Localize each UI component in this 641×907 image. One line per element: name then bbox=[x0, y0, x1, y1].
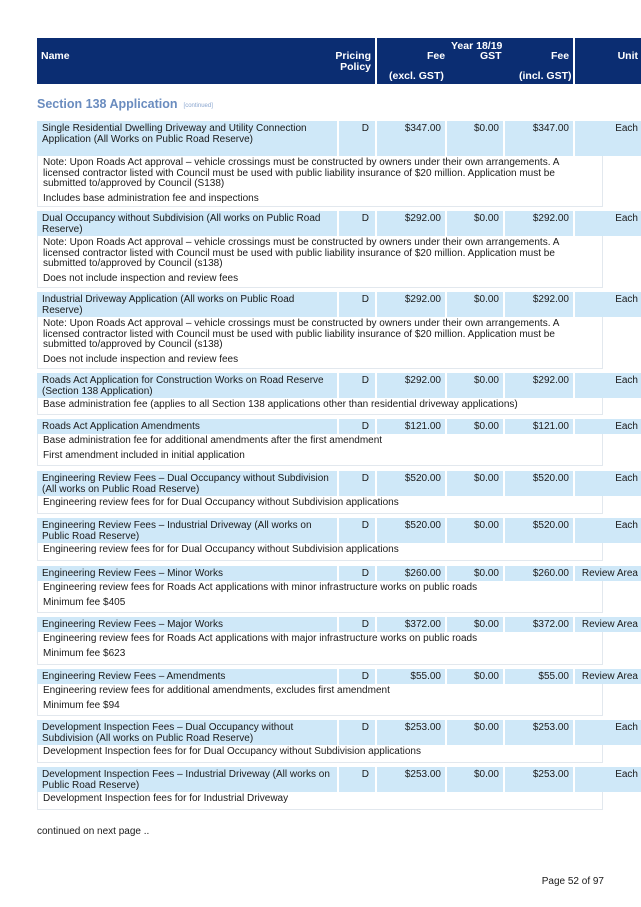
row-name: Engineering Review Fees – Amendments bbox=[42, 671, 226, 682]
row-fee-incl: $253.00 bbox=[532, 722, 569, 733]
row-fee: $253.00 bbox=[404, 769, 441, 780]
row-notes bbox=[37, 317, 603, 369]
row-notes bbox=[37, 156, 603, 207]
row-policy: D bbox=[361, 294, 369, 305]
row-name: Roads Act Application Amendments bbox=[42, 421, 200, 432]
row-name-cell bbox=[37, 121, 337, 156]
header-fee-incl: Fee bbox=[551, 50, 570, 62]
header-pricing-policy-line2: Policy bbox=[340, 61, 371, 73]
row-unit: Each bbox=[615, 294, 638, 305]
row-gst-cell bbox=[447, 121, 503, 156]
row-note: Engineering review fees for for Dual Occupancy without Subdivision applications bbox=[43, 497, 399, 508]
row-fee-incl: $121.00 bbox=[532, 421, 569, 432]
row-note: Note: Upon Roads Act approval – vehicle crossings must be constructed by owners under their own arrangements. A licensed contractor listed with Council must be used with public liability insurance of $20 million. Application must be submitted to/approved by Council (s138) bbox=[43, 237, 559, 269]
row-name-cell bbox=[37, 617, 337, 632]
row-unit-cell bbox=[575, 566, 641, 581]
row-unit-cell bbox=[575, 121, 641, 156]
row-policy: D bbox=[361, 619, 369, 630]
row-gst-cell bbox=[447, 720, 503, 745]
row-name-cell bbox=[37, 373, 337, 398]
row-note: Includes base administration fee and inspections bbox=[43, 192, 259, 204]
row-note: Note: Upon Roads Act approval – vehicle crossings must be constructed by owners under their own arrangements. A licensed contractor listed with Council must be used with public liability insurance of $20 million. Application must be submitted to/approved by Council (s138) bbox=[43, 318, 559, 350]
row-gst-cell bbox=[447, 518, 503, 543]
row-fee-incl: $260.00 bbox=[532, 568, 569, 579]
row-gst-cell bbox=[447, 373, 503, 398]
table-row bbox=[37, 518, 638, 543]
row-fee-incl: $347.00 bbox=[532, 123, 569, 134]
row-note: Base administration fee for additional amendments after the first amendment bbox=[43, 435, 383, 446]
row-fee-incl: $292.00 bbox=[532, 213, 569, 224]
section-title bbox=[37, 97, 213, 111]
table-row bbox=[37, 566, 638, 581]
row-fee-incl-cell bbox=[505, 211, 573, 236]
row-fee-incl-cell bbox=[505, 121, 573, 156]
row-fee: $55.00 bbox=[410, 671, 441, 682]
row-fee-incl-cell bbox=[505, 720, 573, 745]
row-name: Industrial Driveway Application (All works on Public Road Reserve) bbox=[42, 294, 295, 316]
row-unit-cell bbox=[575, 292, 641, 317]
table-row bbox=[37, 373, 638, 398]
header-gst: GST bbox=[480, 50, 502, 62]
row-fee-incl: $520.00 bbox=[532, 473, 569, 484]
row-policy: D bbox=[361, 213, 369, 224]
row-notes bbox=[37, 543, 603, 561]
row-policy-cell bbox=[339, 121, 375, 156]
row-fee-cell bbox=[377, 669, 445, 684]
row-policy-cell bbox=[339, 211, 375, 236]
row-notes bbox=[37, 236, 603, 288]
row-gst: $0.00 bbox=[473, 671, 499, 682]
row-fee: $292.00 bbox=[404, 375, 441, 386]
row-fee-cell bbox=[377, 566, 445, 581]
row-name: Engineering Review Fees – Major Works bbox=[42, 619, 224, 630]
row-fee: $292.00 bbox=[404, 294, 441, 305]
row-note: Base administration fee (applies to all Section 138 applications other than residential driveway applications) bbox=[43, 399, 518, 410]
row-gst: $0.00 bbox=[473, 421, 499, 432]
row-notes bbox=[37, 792, 603, 810]
row-fee: $347.00 bbox=[404, 123, 441, 134]
row-policy: D bbox=[361, 421, 369, 432]
row-policy-cell bbox=[339, 720, 375, 745]
table-row bbox=[37, 121, 638, 156]
row-fee: $292.00 bbox=[404, 213, 441, 224]
row-fee-cell bbox=[377, 419, 445, 434]
row-note: Minimum fee $623 bbox=[43, 647, 126, 659]
row-policy: D bbox=[361, 568, 369, 579]
row-unit: Each bbox=[615, 421, 638, 432]
row-note: Note: Upon Roads Act approval – vehicle crossings must be constructed by owners under their own arrangements. A licensed contractor listed with Council must be used with public liability insurance of $20 million. Application must be submitted to/approved by Council (S138) bbox=[43, 157, 559, 189]
row-unit-cell bbox=[575, 617, 641, 632]
row-unit: Each bbox=[615, 769, 638, 780]
row-unit: Each bbox=[615, 213, 638, 224]
row-fee-incl: $55.00 bbox=[538, 671, 569, 682]
row-policy-cell bbox=[339, 471, 375, 496]
header-fee-sub: (excl. GST) bbox=[389, 70, 444, 82]
header-fee: Fee bbox=[427, 50, 446, 62]
row-note: Engineering review fees for additional amendments, excludes first amendment bbox=[43, 685, 390, 696]
row-notes bbox=[37, 496, 603, 514]
row-note: Minimum fee $405 bbox=[43, 596, 126, 608]
row-notes bbox=[37, 434, 603, 466]
row-fee-incl-cell bbox=[505, 518, 573, 543]
row-fee: $520.00 bbox=[404, 520, 441, 531]
page-number: Page 52 of 97 bbox=[541, 876, 604, 887]
row-name-cell bbox=[37, 720, 337, 745]
row-fee-incl-cell bbox=[505, 292, 573, 317]
row-name: Engineering Review Fees – Dual Occupancy without Subdivision (All works on Public Road Reserve) bbox=[42, 473, 329, 495]
row-gst: $0.00 bbox=[473, 123, 499, 134]
row-name: Development Inspection Fees – Dual Occupancy without Subdivision (All works on Public Road Reserve) bbox=[42, 722, 294, 744]
row-fee-incl-cell bbox=[505, 669, 573, 684]
row-policy-cell bbox=[339, 767, 375, 792]
table-row bbox=[37, 617, 638, 632]
table-row bbox=[37, 419, 638, 434]
row-name-cell bbox=[37, 767, 337, 792]
row-policy: D bbox=[361, 520, 369, 531]
row-notes bbox=[37, 632, 603, 665]
row-fee-incl: $292.00 bbox=[532, 375, 569, 386]
row-fee: $372.00 bbox=[404, 619, 441, 630]
row-name-cell bbox=[37, 292, 337, 317]
row-fee-incl: $372.00 bbox=[532, 619, 569, 630]
row-gst: $0.00 bbox=[473, 520, 499, 531]
row-unit-cell bbox=[575, 211, 641, 236]
row-fee: $260.00 bbox=[404, 568, 441, 579]
row-gst-cell bbox=[447, 471, 503, 496]
row-unit-cell bbox=[575, 767, 641, 792]
row-policy-cell bbox=[339, 566, 375, 581]
header-unit-cell bbox=[575, 38, 641, 84]
row-name-cell bbox=[37, 471, 337, 496]
row-gst: $0.00 bbox=[473, 568, 499, 579]
row-policy-cell bbox=[339, 292, 375, 317]
continued-note: continued on next page .. bbox=[37, 826, 150, 837]
row-unit-cell bbox=[575, 720, 641, 745]
row-gst: $0.00 bbox=[473, 619, 499, 630]
row-fee: $121.00 bbox=[404, 421, 441, 432]
table-row bbox=[37, 767, 638, 792]
row-fee-incl-cell bbox=[505, 617, 573, 632]
row-fee-incl-cell bbox=[505, 419, 573, 434]
header-year-group bbox=[377, 38, 573, 84]
row-unit-cell bbox=[575, 518, 641, 543]
row-name-cell bbox=[37, 518, 337, 543]
row-fee-incl-cell bbox=[505, 471, 573, 496]
row-name: Development Inspection Fees – Industrial Driveway (All works on Public Road Reserve) bbox=[42, 769, 330, 791]
row-gst-cell bbox=[447, 292, 503, 317]
row-unit: Review Area bbox=[581, 671, 638, 682]
row-fee-incl: $253.00 bbox=[532, 769, 569, 780]
row-name: Dual Occupancy without Subdivision (All works on Public Road Reserve) bbox=[42, 213, 321, 235]
row-fee-cell bbox=[377, 121, 445, 156]
row-notes bbox=[37, 745, 603, 763]
row-name: Engineering Review Fees – Minor Works bbox=[42, 568, 224, 579]
row-fee-incl: $520.00 bbox=[532, 520, 569, 531]
row-gst: $0.00 bbox=[473, 769, 499, 780]
row-fee-incl-cell bbox=[505, 373, 573, 398]
row-policy-cell bbox=[339, 617, 375, 632]
row-name-cell bbox=[37, 419, 337, 434]
row-policy-cell bbox=[339, 373, 375, 398]
row-unit-cell bbox=[575, 419, 641, 434]
row-note: Does not include inspection and review fees bbox=[43, 353, 239, 365]
section-continued-tag: [continued] bbox=[183, 103, 213, 109]
row-fee-cell bbox=[377, 292, 445, 317]
table-row bbox=[37, 211, 638, 236]
header-year: Year 18/19 bbox=[451, 40, 503, 52]
row-notes bbox=[37, 581, 603, 613]
row-policy-cell bbox=[339, 419, 375, 434]
row-fee: $520.00 bbox=[404, 473, 441, 484]
row-fee-incl-cell bbox=[505, 566, 573, 581]
row-fee-cell bbox=[377, 720, 445, 745]
row-fee-cell bbox=[377, 767, 445, 792]
header-fee-incl-sub: (incl. GST) bbox=[519, 70, 572, 82]
row-notes bbox=[37, 684, 603, 716]
row-policy-cell bbox=[339, 518, 375, 543]
row-policy: D bbox=[361, 473, 369, 484]
row-note: Minimum fee $94 bbox=[43, 699, 120, 711]
row-unit-cell bbox=[575, 471, 641, 496]
row-policy: D bbox=[361, 671, 369, 682]
row-unit: Each bbox=[615, 473, 638, 484]
row-name-cell bbox=[37, 669, 337, 684]
header-unit: Unit bbox=[617, 50, 638, 62]
row-name: Engineering Review Fees – Industrial Driveway (All works on Public Road Reserve) bbox=[42, 520, 312, 542]
row-name-cell bbox=[37, 566, 337, 581]
row-policy: D bbox=[361, 722, 369, 733]
row-gst-cell bbox=[447, 767, 503, 792]
row-gst: $0.00 bbox=[473, 294, 499, 305]
row-gst-cell bbox=[447, 211, 503, 236]
row-fee: $253.00 bbox=[404, 722, 441, 733]
row-unit: Each bbox=[615, 375, 638, 386]
row-policy: D bbox=[361, 375, 369, 386]
row-note: Engineering review fees for Roads Act applications with major infrastructure works on public roads bbox=[43, 633, 478, 644]
row-gst-cell bbox=[447, 617, 503, 632]
header-name-cell bbox=[37, 38, 337, 84]
row-fee-incl-cell bbox=[505, 767, 573, 792]
row-unit: Review Area bbox=[581, 619, 638, 630]
header-pricing-policy-cell bbox=[337, 38, 375, 84]
row-note: Development Inspection fees for for Dual Occupancy without Subdivision applications bbox=[43, 746, 421, 757]
header-pricing-policy-line1: Pricing bbox=[335, 50, 371, 62]
row-gst: $0.00 bbox=[473, 473, 499, 484]
table-header bbox=[37, 38, 638, 84]
table-row bbox=[37, 669, 638, 684]
row-name-cell bbox=[37, 211, 337, 236]
table-row bbox=[37, 471, 638, 496]
row-policy: D bbox=[361, 769, 369, 780]
row-fee-cell bbox=[377, 211, 445, 236]
row-note: Engineering review fees for Roads Act applications with minor infrastructure works on public roads bbox=[43, 582, 478, 593]
row-unit: Review Area bbox=[581, 568, 638, 579]
row-gst: $0.00 bbox=[473, 722, 499, 733]
row-policy-cell bbox=[339, 669, 375, 684]
row-unit-cell bbox=[575, 669, 641, 684]
row-fee-cell bbox=[377, 471, 445, 496]
row-unit-cell bbox=[575, 373, 641, 398]
row-unit: Each bbox=[615, 123, 638, 134]
row-fee-incl: $292.00 bbox=[532, 294, 569, 305]
row-name: Single Residential Dwelling Driveway and Utility Connection Application (All Works on Public Road Reserve) bbox=[42, 123, 307, 145]
row-note: Engineering review fees for for Dual Occupancy without Subdivision applications bbox=[43, 544, 399, 555]
section-title-text: Section 138 Application bbox=[37, 97, 178, 111]
table-row bbox=[37, 720, 638, 745]
header-name: Name bbox=[41, 50, 70, 62]
table-row bbox=[37, 292, 638, 317]
row-note: Development Inspection fees for for Industrial Driveway bbox=[43, 793, 289, 804]
row-name: Roads Act Application for Construction Works on Road Reserve (Section 138 Application) bbox=[42, 375, 324, 397]
row-fee-cell bbox=[377, 617, 445, 632]
row-gst-cell bbox=[447, 669, 503, 684]
row-gst-cell bbox=[447, 419, 503, 434]
row-fee-cell bbox=[377, 518, 445, 543]
row-note: Does not include inspection and review fees bbox=[43, 272, 239, 284]
row-gst-cell bbox=[447, 566, 503, 581]
row-fee-cell bbox=[377, 373, 445, 398]
row-gst: $0.00 bbox=[473, 213, 499, 224]
row-note: First amendment included in initial application bbox=[43, 449, 245, 461]
row-gst: $0.00 bbox=[473, 375, 499, 386]
row-policy: D bbox=[361, 123, 369, 134]
row-unit: Each bbox=[615, 722, 638, 733]
row-unit: Each bbox=[615, 520, 638, 531]
row-notes bbox=[37, 398, 603, 415]
